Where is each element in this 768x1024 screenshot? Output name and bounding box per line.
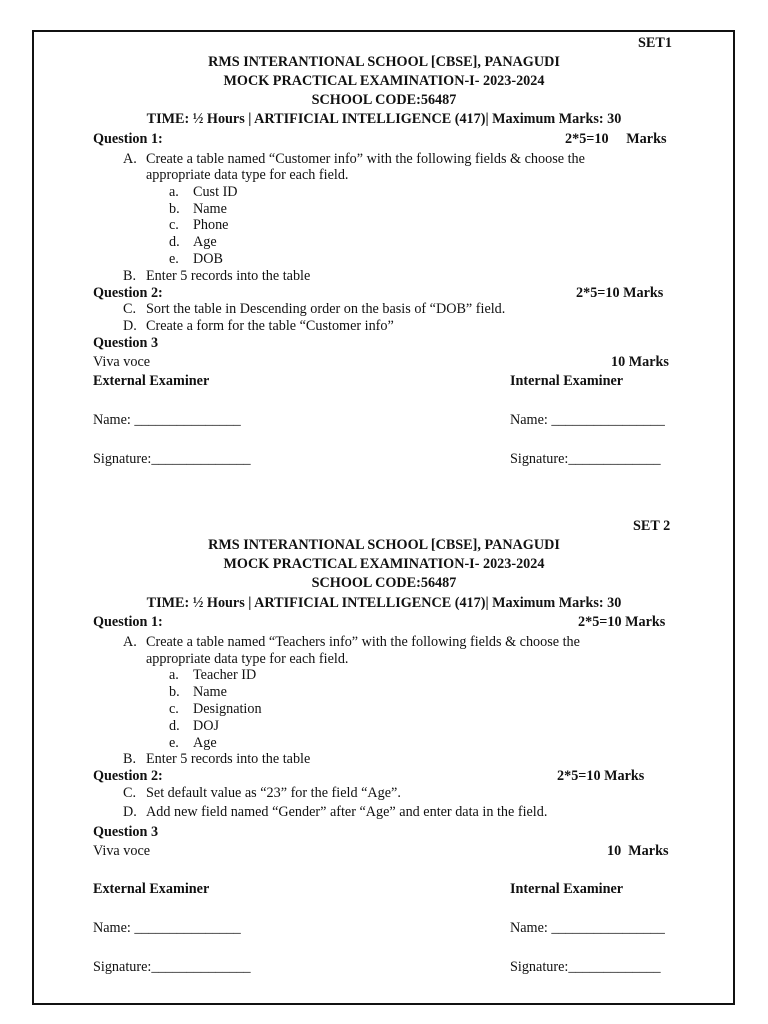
field-item: Cust ID: [193, 184, 238, 200]
field-item: Phone: [193, 217, 229, 233]
internal-examiner-label: Internal Examiner: [510, 373, 624, 389]
field-marker: b.: [169, 684, 180, 700]
question-1-marks: 2*5=10 Marks: [578, 614, 666, 630]
field-marker: d.: [169, 234, 180, 250]
item-marker: B.: [123, 268, 137, 284]
question-1-a-line-2: appropriate data type for each field.: [146, 651, 349, 667]
set-label: SET 2: [633, 518, 671, 534]
item-marker: C.: [123, 785, 137, 801]
field-marker: e.: [169, 735, 179, 751]
field-marker: a.: [169, 184, 179, 200]
question-2-d-text: Add new field named “Gender” after “Age” and enter data in the field.: [146, 804, 548, 820]
internal-name-line: Name: ________________: [510, 920, 665, 936]
field-marker: e.: [169, 251, 179, 267]
school-name: RMS INTERANTIONAL SCHOOL [CBSE], PANAGUDI: [208, 54, 560, 70]
question-2-c-text: Sort the table in Descending order on the basis of “DOB” field.: [146, 301, 506, 317]
time-marks-line: TIME: ½ Hours | ARTIFICIAL INTELLIGENCE (417)| Maximum Marks: 30: [146, 111, 622, 127]
exam-title: MOCK PRACTICAL EXAMINATION-I- 2023-2024: [223, 73, 545, 89]
school-name: RMS INTERANTIONAL SCHOOL [CBSE], PANAGUDI: [208, 537, 560, 553]
exam-title: MOCK PRACTICAL EXAMINATION-I- 2023-2024: [223, 556, 545, 572]
question-2-title: Question 2:: [93, 768, 163, 784]
internal-signature-line: Signature:_____________: [510, 959, 661, 975]
field-item: Name: [193, 201, 227, 217]
external-signature-line: Signature:______________: [93, 959, 251, 975]
time-marks-line: TIME: ½ Hours | ARTIFICIAL INTELLIGENCE (417)| Maximum Marks: 30: [146, 595, 622, 611]
field-item: Age: [193, 234, 217, 250]
question-1-title: Question 1:: [93, 131, 163, 147]
question-1-a-line-2: appropriate data type for each field.: [146, 167, 349, 183]
question-3-text: Viva voce: [93, 354, 151, 370]
field-item: Name: [193, 684, 227, 700]
question-3-title: Question 3: [93, 335, 159, 351]
question-3-marks: 10 Marks: [611, 354, 669, 370]
external-name-line: Name: _______________: [93, 920, 241, 936]
field-marker: d.: [169, 718, 180, 734]
item-marker: D.: [123, 318, 137, 334]
question-1-title: Question 1:: [93, 614, 163, 630]
question-1-b-text: Enter 5 records into the table: [146, 751, 311, 767]
internal-name-line: Name: ________________: [510, 412, 665, 428]
set-label: SET1: [638, 35, 672, 51]
question-1-marks: 2*5=10 Marks: [565, 131, 667, 147]
external-name-line: Name: _______________: [93, 412, 241, 428]
external-signature-line: Signature:______________: [93, 451, 251, 467]
item-marker: D.: [123, 804, 137, 820]
field-marker: c.: [169, 217, 179, 233]
item-marker: B.: [123, 751, 137, 767]
question-1-a-line-1: Create a table named “Teachers info” with the following fields & choose the: [146, 634, 580, 650]
field-item: Designation: [193, 701, 262, 717]
field-item: Age: [193, 735, 217, 751]
question-2-marks: 2*5=10 Marks: [557, 768, 645, 784]
field-marker: c.: [169, 701, 179, 717]
field-item: DOB: [193, 251, 223, 267]
question-3-title: Question 3: [93, 824, 159, 840]
field-item: Teacher ID: [193, 667, 257, 683]
question-1-b-text: Enter 5 records into the table: [146, 268, 311, 284]
internal-signature-line: Signature:_____________: [510, 451, 661, 467]
question-3-marks: 10 Marks: [607, 843, 669, 859]
question-1-a-line-1: Create a table named “Customer info” with the following fields & choose the: [146, 151, 585, 167]
field-marker: b.: [169, 201, 180, 217]
school-code: SCHOOL CODE:56487: [311, 575, 457, 591]
field-marker: a.: [169, 667, 179, 683]
item-marker: C.: [123, 301, 137, 317]
question-2-c-text: Set default value as “23” for the field “Age”.: [146, 785, 401, 801]
question-2-title: Question 2:: [93, 285, 163, 301]
question-3-text: Viva voce: [93, 843, 151, 859]
item-marker: A.: [123, 634, 137, 650]
question-2-d-text: Create a form for the table “Customer info”: [146, 318, 394, 334]
internal-examiner-label: Internal Examiner: [510, 881, 624, 897]
item-marker: A.: [123, 151, 137, 167]
question-2-marks: 2*5=10 Marks: [576, 285, 664, 301]
external-examiner-label: External Examiner: [93, 373, 210, 389]
external-examiner-label: External Examiner: [93, 881, 210, 897]
field-item: DOJ: [193, 718, 220, 734]
school-code: SCHOOL CODE:56487: [311, 92, 457, 108]
